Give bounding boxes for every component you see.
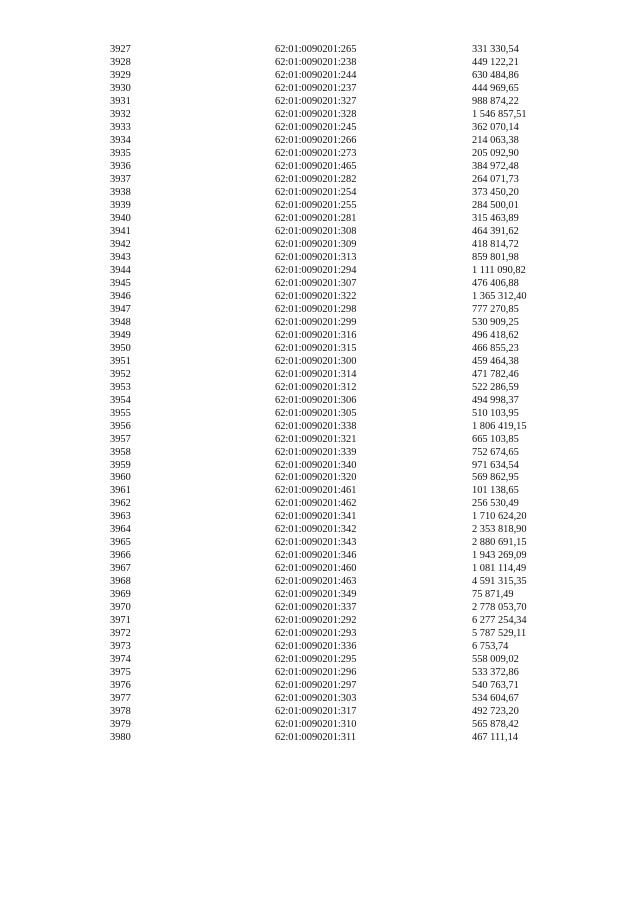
table-row	[110, 641, 582, 654]
cadastral-number-cell: 62:01:0090201:308	[275, 225, 357, 237]
table-row	[110, 589, 582, 602]
table-row	[110, 550, 582, 563]
row-number-cell: 3970	[110, 602, 131, 614]
cadastral-value-cell: 205 092,90	[472, 147, 519, 159]
cadastral-number-cell: 62:01:0090201:315	[275, 342, 357, 354]
cadastral-value-cell: 471 782,46	[472, 368, 519, 380]
cadastral-value-cell: 971 634,54	[472, 459, 519, 471]
table-row	[110, 44, 582, 57]
table-row	[110, 667, 582, 680]
cadastral-number-cell: 62:01:0090201:313	[275, 251, 357, 263]
cadastral-number-cell: 62:01:0090201:238	[275, 56, 357, 68]
table-row	[110, 70, 582, 83]
table-row	[110, 304, 582, 317]
cadastral-number-cell: 62:01:0090201:300	[275, 355, 357, 367]
row-number-cell: 3956	[110, 420, 131, 432]
row-number-cell: 3966	[110, 550, 131, 562]
table-row	[110, 460, 582, 473]
table-row	[110, 615, 582, 628]
cadastral-number-cell: 62:01:0090201:338	[275, 420, 357, 432]
cadastral-value-cell: 466 855,23	[472, 342, 519, 354]
cadastral-value-cell: 540 763,71	[472, 680, 519, 692]
cadastral-number-cell: 62:01:0090201:314	[275, 368, 357, 380]
table-row	[110, 122, 582, 135]
row-number-cell: 3962	[110, 498, 131, 510]
cadastral-value-cell: 214 063,38	[472, 134, 519, 146]
row-number-cell: 3975	[110, 667, 131, 679]
row-number-cell: 3959	[110, 459, 131, 471]
cadastral-number-cell: 62:01:0090201:310	[275, 719, 357, 731]
cadastral-number-cell: 62:01:0090201:293	[275, 628, 357, 640]
row-number-cell: 3932	[110, 108, 131, 120]
cadastral-value-cell: 315 463,89	[472, 212, 519, 224]
cadastral-number-cell: 62:01:0090201:303	[275, 693, 357, 705]
cadastral-number-cell: 62:01:0090201:312	[275, 381, 357, 393]
cadastral-number-cell: 62:01:0090201:462	[275, 498, 357, 510]
row-number-cell: 3963	[110, 511, 131, 523]
table-row	[110, 382, 582, 395]
cadastral-number-cell: 62:01:0090201:265	[275, 44, 357, 55]
table-row	[110, 537, 582, 550]
row-number-cell: 3951	[110, 355, 131, 367]
cadastral-number-cell: 62:01:0090201:342	[275, 524, 357, 536]
cadastral-number-cell: 62:01:0090201:336	[275, 641, 357, 653]
row-number-cell: 3974	[110, 654, 131, 666]
table-row	[110, 628, 582, 641]
row-number-cell: 3979	[110, 719, 131, 731]
row-number-cell: 3927	[110, 44, 131, 55]
cadastral-number-cell: 62:01:0090201:322	[275, 290, 357, 302]
cadastral-value-cell: 1 111 090,82	[472, 264, 526, 276]
table-row	[110, 213, 582, 226]
row-number-cell: 3943	[110, 251, 131, 263]
cadastral-value-cell: 331 330,54	[472, 44, 519, 55]
cadastral-number-cell: 62:01:0090201:346	[275, 550, 357, 562]
row-number-cell: 3969	[110, 589, 131, 601]
cadastral-number-cell: 62:01:0090201:305	[275, 407, 357, 419]
cadastral-number-cell: 62:01:0090201:309	[275, 238, 357, 250]
cadastral-number-cell: 62:01:0090201:307	[275, 277, 357, 289]
cadastral-number-cell: 62:01:0090201:273	[275, 147, 357, 159]
row-number-cell: 3949	[110, 329, 131, 341]
row-number-cell: 3980	[110, 732, 131, 744]
cadastral-value-cell: 6 277 254,34	[472, 615, 527, 627]
table-row	[110, 96, 582, 109]
table-row	[110, 135, 582, 148]
cadastral-value-cell: 988 874,22	[472, 95, 519, 107]
table-row	[110, 576, 582, 589]
row-number-cell: 3950	[110, 342, 131, 354]
cadastral-number-cell: 62:01:0090201:465	[275, 160, 357, 172]
cadastral-value-cell: 534 604,67	[472, 693, 519, 705]
cadastral-value-cell: 4 591 315,35	[472, 576, 527, 588]
table-row	[110, 563, 582, 576]
cadastral-value-cell: 449 122,21	[472, 56, 519, 68]
cadastral-value-cell: 1 081 114,49	[472, 563, 527, 575]
row-number-cell: 3936	[110, 160, 131, 172]
cadastral-number-cell: 62:01:0090201:282	[275, 173, 357, 185]
cadastral-value-cell: 1 546 857,51	[472, 108, 527, 120]
table-row	[110, 148, 582, 161]
row-number-cell: 3958	[110, 446, 131, 458]
row-number-cell: 3940	[110, 212, 131, 224]
row-number-cell: 3973	[110, 641, 131, 653]
row-number-cell: 3947	[110, 303, 131, 315]
cadastral-value-cell: 5 787 529,11	[472, 628, 527, 640]
cadastral-number-cell: 62:01:0090201:297	[275, 680, 357, 692]
cadastral-number-cell: 62:01:0090201:460	[275, 563, 357, 575]
cadastral-value-cell: 522 286,59	[472, 381, 519, 393]
table-row	[110, 408, 582, 421]
table-body	[110, 44, 582, 745]
cadastral-value-cell: 533 372,86	[472, 667, 519, 679]
cadastral-number-cell: 62:01:0090201:244	[275, 69, 357, 81]
row-number-cell: 3976	[110, 680, 131, 692]
table-row	[110, 252, 582, 265]
cadastral-number-cell: 62:01:0090201:296	[275, 667, 357, 679]
cadastral-number-cell: 62:01:0090201:298	[275, 303, 357, 315]
table-row	[110, 200, 582, 213]
cadastral-value-cell: 1 943 269,09	[472, 550, 527, 562]
row-number-cell: 3945	[110, 277, 131, 289]
row-number-cell: 3935	[110, 147, 131, 159]
row-number-cell: 3968	[110, 576, 131, 588]
cadastral-number-cell: 62:01:0090201:317	[275, 706, 357, 718]
cadastral-value-cell: 2 353 818,90	[472, 524, 527, 536]
cadastral-number-cell: 62:01:0090201:343	[275, 537, 357, 549]
cadastral-number-cell: 62:01:0090201:327	[275, 95, 357, 107]
row-number-cell: 3934	[110, 134, 131, 146]
row-number-cell: 3939	[110, 199, 131, 211]
cadastral-value-cell: 264 071,73	[472, 173, 519, 185]
table-row	[110, 395, 582, 408]
row-number-cell: 3931	[110, 95, 131, 107]
row-number-cell: 3928	[110, 56, 131, 68]
row-number-cell: 3967	[110, 563, 131, 575]
cadastral-value-cell: 496 418,62	[472, 329, 519, 341]
cadastral-number-cell: 62:01:0090201:292	[275, 615, 357, 627]
table-row	[110, 421, 582, 434]
table-row	[110, 693, 582, 706]
table-row	[110, 317, 582, 330]
cadastral-value-cell: 256 530,49	[472, 498, 519, 510]
row-number-cell: 3946	[110, 290, 131, 302]
row-number-cell: 3933	[110, 121, 131, 133]
cadastral-number-cell: 62:01:0090201:294	[275, 264, 357, 276]
cadastral-number-cell: 62:01:0090201:337	[275, 602, 357, 614]
cadastral-value-cell: 665 103,85	[472, 433, 519, 445]
cadastral-value-cell: 476 406,88	[472, 277, 519, 289]
cadastral-value-table	[110, 44, 582, 745]
table-row	[110, 369, 582, 382]
cadastral-number-cell: 62:01:0090201:461	[275, 485, 357, 497]
row-number-cell: 3952	[110, 368, 131, 380]
cadastral-value-cell: 362 070,14	[472, 121, 519, 133]
row-number-cell: 3961	[110, 485, 131, 497]
table-row	[110, 278, 582, 291]
table-row	[110, 485, 582, 498]
cadastral-number-cell: 62:01:0090201:340	[275, 459, 357, 471]
cadastral-number-cell: 62:01:0090201:463	[275, 576, 357, 588]
row-number-cell: 3937	[110, 173, 131, 185]
cadastral-number-cell: 62:01:0090201:281	[275, 212, 357, 224]
cadastral-value-cell: 467 111,14	[472, 732, 518, 744]
table-row	[110, 291, 582, 304]
cadastral-value-cell: 444 969,65	[472, 82, 519, 94]
cadastral-number-cell: 62:01:0090201:255	[275, 199, 357, 211]
row-number-cell: 3941	[110, 225, 131, 237]
row-number-cell: 3977	[110, 693, 131, 705]
cadastral-number-cell: 62:01:0090201:328	[275, 108, 357, 120]
cadastral-value-cell: 101 138,65	[472, 485, 519, 497]
cadastral-number-cell: 62:01:0090201:349	[275, 589, 357, 601]
row-number-cell: 3955	[110, 407, 131, 419]
cadastral-number-cell: 62:01:0090201:339	[275, 446, 357, 458]
cadastral-number-cell: 62:01:0090201:237	[275, 82, 357, 94]
table-row	[110, 472, 582, 485]
cadastral-number-cell: 62:01:0090201:341	[275, 511, 357, 523]
cadastral-value-cell: 859 801,98	[472, 251, 519, 263]
cadastral-value-cell: 558 009,02	[472, 654, 519, 666]
cadastral-number-cell: 62:01:0090201:321	[275, 433, 357, 445]
cadastral-value-cell: 630 484,86	[472, 69, 519, 81]
cadastral-value-cell: 565 878,42	[472, 719, 519, 731]
table-row	[110, 511, 582, 524]
table-row	[110, 356, 582, 369]
row-number-cell: 3942	[110, 238, 131, 250]
row-number-cell: 3971	[110, 615, 131, 627]
row-number-cell: 3953	[110, 381, 131, 393]
table-row	[110, 330, 582, 343]
table-row	[110, 654, 582, 667]
cadastral-value-cell: 1 806 419,15	[472, 420, 527, 432]
cadastral-number-cell: 62:01:0090201:295	[275, 654, 357, 666]
table-row	[110, 498, 582, 511]
cadastral-number-cell: 62:01:0090201:299	[275, 316, 357, 328]
cadastral-number-cell: 62:01:0090201:245	[275, 121, 357, 133]
table-row	[110, 680, 582, 693]
row-number-cell: 3929	[110, 69, 131, 81]
table-row	[110, 161, 582, 174]
cadastral-number-cell: 62:01:0090201:311	[275, 732, 357, 744]
table-row	[110, 226, 582, 239]
table-row	[110, 239, 582, 252]
cadastral-value-cell: 777 270,85	[472, 303, 519, 315]
table-row	[110, 447, 582, 460]
table-row	[110, 602, 582, 615]
table-row	[110, 524, 582, 537]
cadastral-value-cell: 373 450,20	[472, 186, 519, 198]
row-number-cell: 3957	[110, 433, 131, 445]
cadastral-number-cell: 62:01:0090201:320	[275, 472, 357, 484]
cadastral-value-cell: 569 862,95	[472, 472, 519, 484]
cadastral-value-cell: 492 723,20	[472, 706, 519, 718]
table-row	[110, 706, 582, 719]
cadastral-number-cell: 62:01:0090201:266	[275, 134, 357, 146]
table-row	[110, 343, 582, 356]
table-row	[110, 109, 582, 122]
row-number-cell: 3944	[110, 264, 131, 276]
cadastral-value-cell: 510 103,95	[472, 407, 519, 419]
cadastral-value-cell: 6 753,74	[472, 641, 509, 653]
cadastral-value-cell: 75 871,49	[472, 589, 514, 601]
cadastral-value-cell: 2 880 691,15	[472, 537, 527, 549]
table-row	[110, 732, 582, 745]
cadastral-number-cell: 62:01:0090201:306	[275, 394, 357, 406]
cadastral-value-cell: 530 909,25	[472, 316, 519, 328]
cadastral-number-cell: 62:01:0090201:254	[275, 186, 357, 198]
cadastral-value-cell: 384 972,48	[472, 160, 519, 172]
cadastral-value-cell: 752 674,65	[472, 446, 519, 458]
cadastral-value-cell: 494 998,37	[472, 394, 519, 406]
cadastral-value-cell: 2 778 053,70	[472, 602, 527, 614]
cadastral-value-cell: 418 814,72	[472, 238, 519, 250]
row-number-cell: 3930	[110, 82, 131, 94]
cadastral-number-cell: 62:01:0090201:316	[275, 329, 357, 341]
cadastral-value-cell: 464 391,62	[472, 225, 519, 237]
cadastral-value-cell: 1 365 312,40	[472, 290, 527, 302]
table-row	[110, 187, 582, 200]
row-number-cell: 3972	[110, 628, 131, 640]
table-row	[110, 434, 582, 447]
row-number-cell: 3965	[110, 537, 131, 549]
cadastral-value-cell: 284 500,01	[472, 199, 519, 211]
table-row	[110, 174, 582, 187]
table-row	[110, 57, 582, 70]
row-number-cell: 3964	[110, 524, 131, 536]
row-number-cell: 3960	[110, 472, 131, 484]
row-number-cell: 3954	[110, 394, 131, 406]
table-row	[110, 83, 582, 96]
row-number-cell: 3948	[110, 316, 131, 328]
cadastral-value-cell: 459 464,38	[472, 355, 519, 367]
cadastral-value-cell: 1 710 624,20	[472, 511, 527, 523]
row-number-cell: 3938	[110, 186, 131, 198]
table-row	[110, 265, 582, 278]
table-row	[110, 719, 582, 732]
row-number-cell: 3978	[110, 706, 131, 718]
